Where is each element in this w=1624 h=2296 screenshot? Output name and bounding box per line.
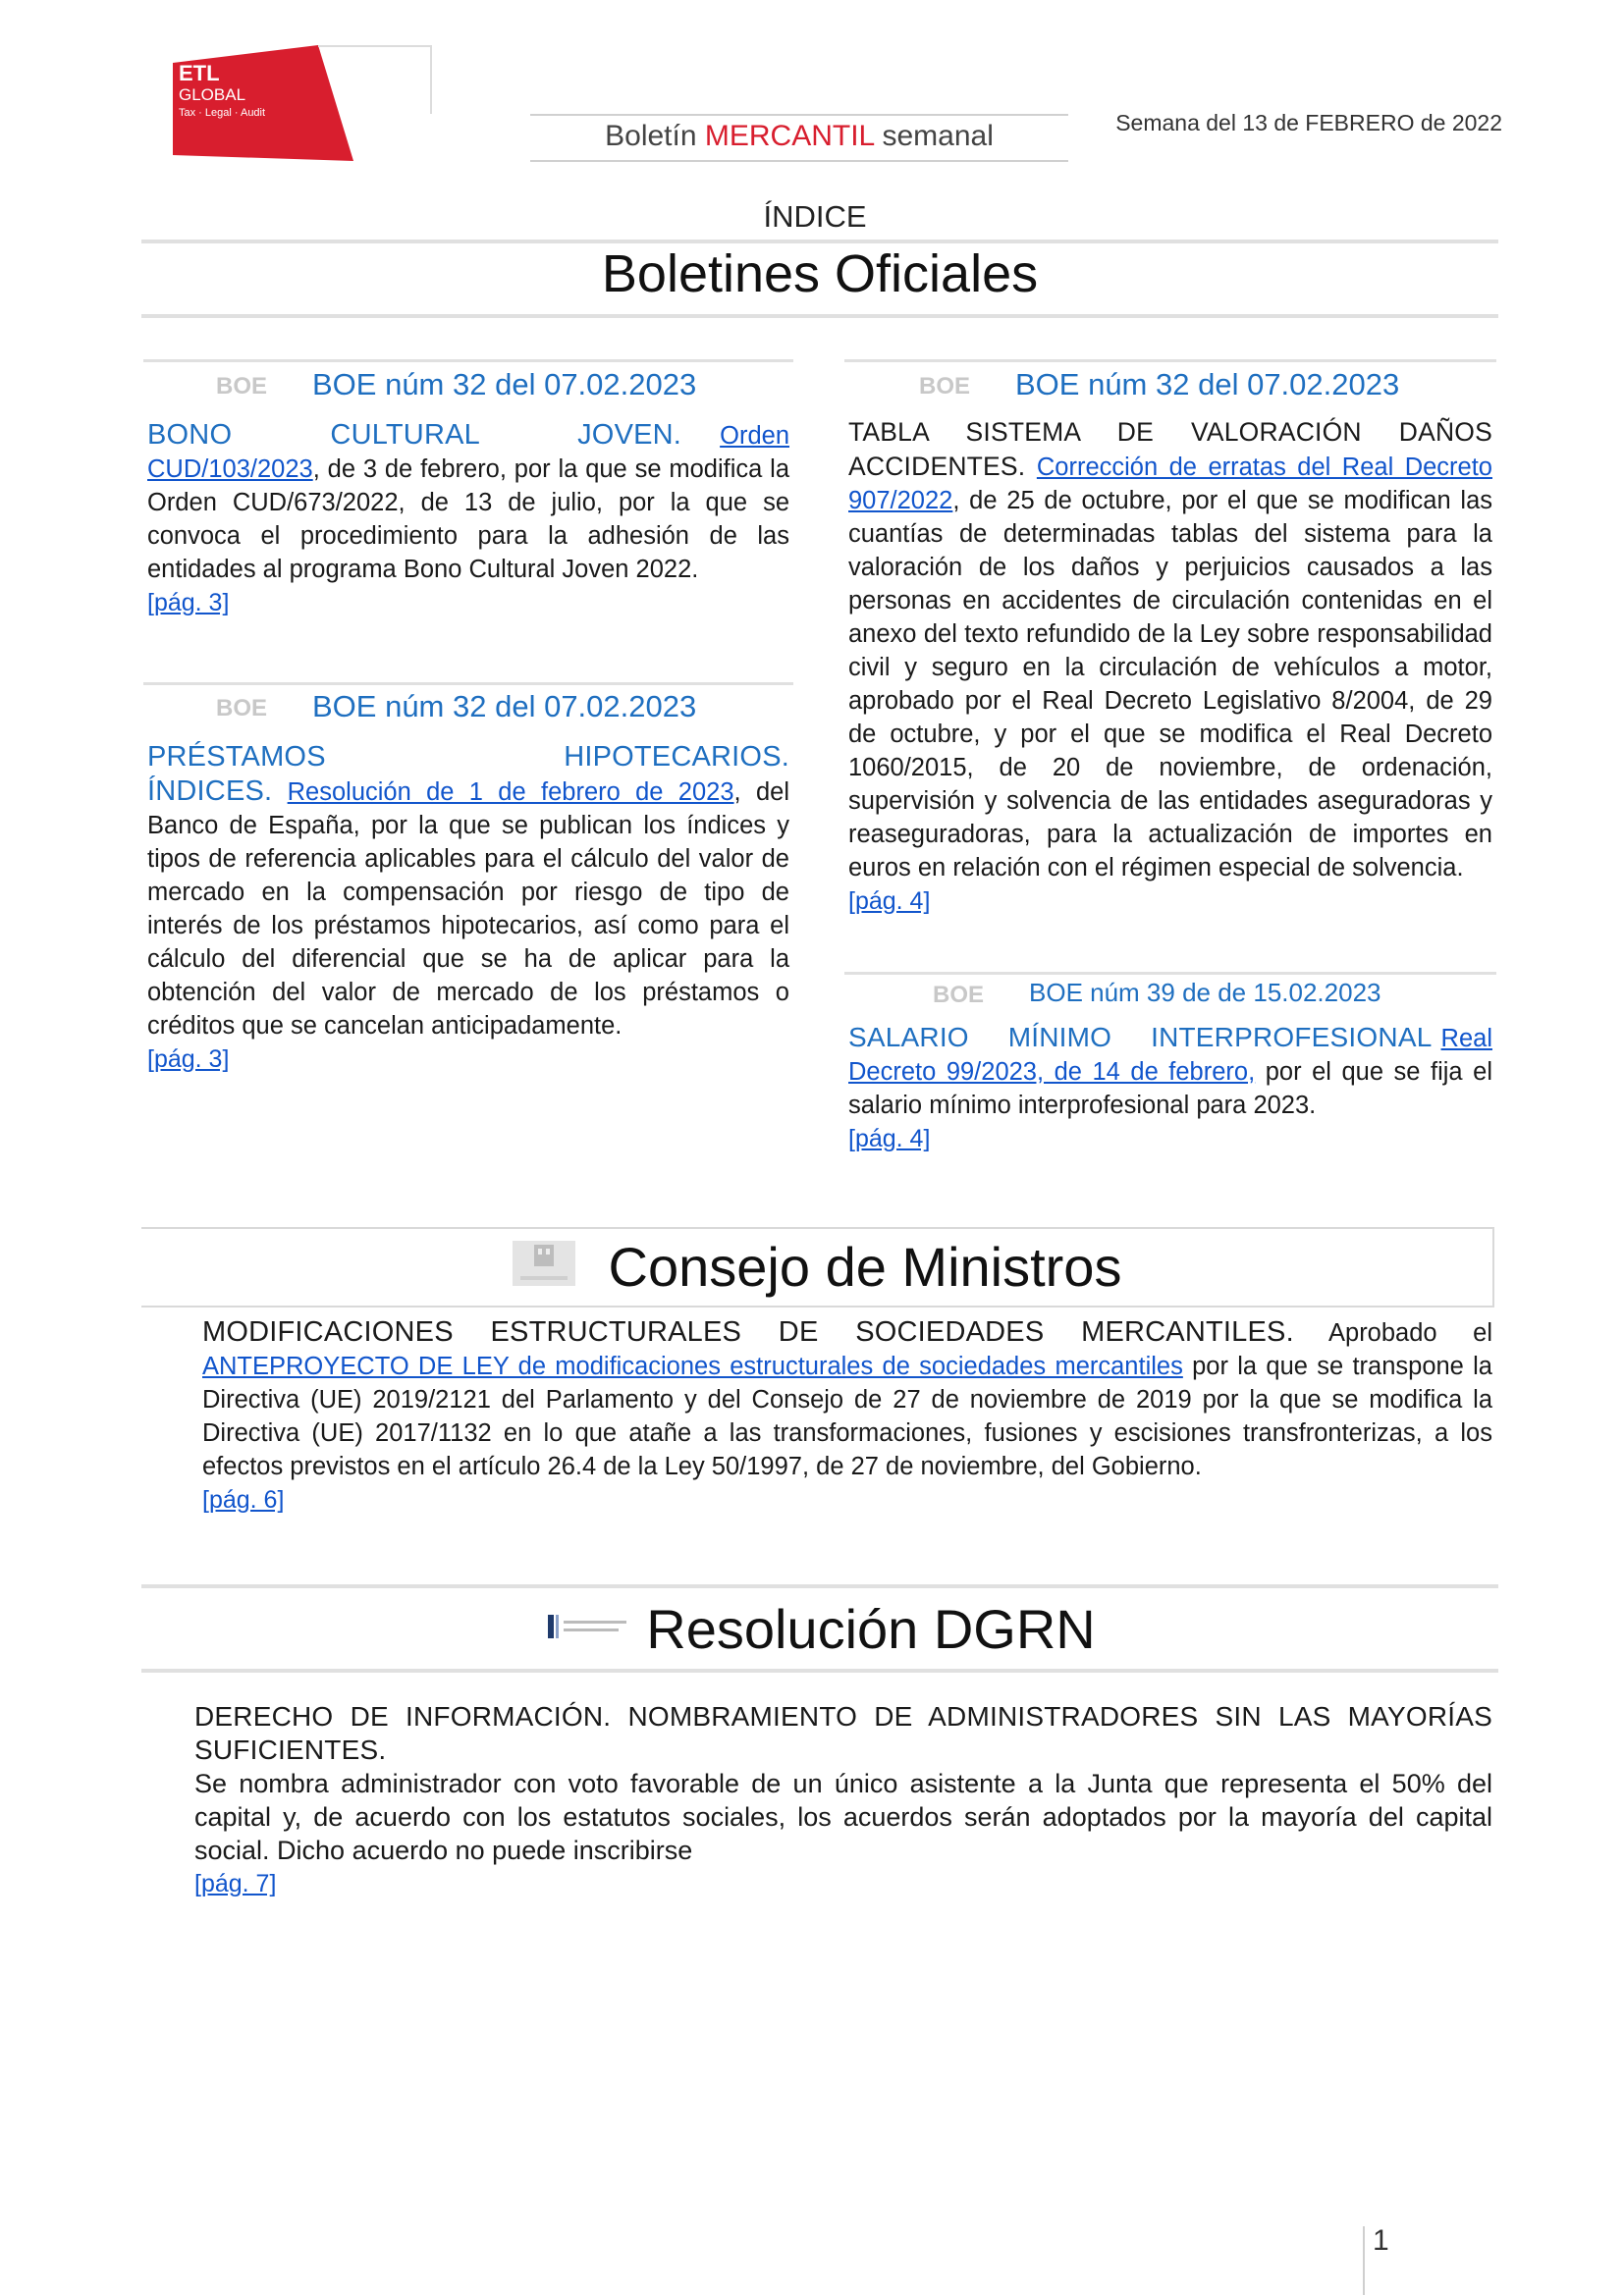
boe-logo-icon	[216, 373, 277, 397]
page-number-divider	[1363, 2226, 1365, 2295]
page-link[interactable]: [pág. 4]	[848, 1125, 931, 1152]
dgrn-rule-top	[141, 1584, 1498, 1588]
boe-header: BOE BOE núm 32 del 07.02.2023	[216, 689, 697, 723]
boe-logo-icon	[216, 695, 277, 719]
boletines-title: Boletines Oficiales	[601, 244, 1039, 303]
logo-graphic	[171, 45, 357, 161]
salario-minimo-link[interactable]: Real Decreto 99/2023, de 14 de febrero,	[848, 1025, 1492, 1086]
boe-header: BOE BOE núm 32 del 07.02.2023	[216, 367, 697, 401]
svg-text:BOE: BOE	[216, 373, 268, 397]
logo-line3: Tax · Legal · Audit	[179, 107, 266, 119]
consejo-title-row	[141, 1229, 1492, 1304]
dgrn-item	[194, 1700, 1492, 1900]
moncloa-icon	[513, 1235, 575, 1299]
logo-line1: ETL	[179, 61, 220, 85]
boe-header: BOE BOE núm 39 de de 15.02.2023	[933, 978, 1381, 1007]
dgrn-item-caps: DERECHO DE INFORMACIÓN. NOMBRAMIENTO DE ADMINISTRADORES SIN LAS MAYORÍAS SUFICIENTES.	[194, 1701, 1492, 1765]
dgrn-title: Resolución DGRN	[646, 1597, 1096, 1660]
logo-frame-top	[318, 45, 432, 47]
dgrn-item-text: Se nombra administrador con voto favorable de un único asistente a la Junta que representa el 50% del capital y, de acuerdo con los estatutos sociales, los acuerdos serán adoptados por la mayoría del capital social. Dicho acuerdo no puede inscribirse	[194, 1769, 1492, 1865]
notariado-icon	[544, 1597, 632, 1661]
header-rule-top	[530, 114, 1068, 116]
boe-rule	[143, 682, 793, 685]
prestamos-link[interactable]: Resolución de 1 de febrero de 2023	[287, 778, 734, 806]
boe-rule	[844, 972, 1496, 975]
header-rule-bottom	[530, 160, 1068, 162]
boe-item-bono-cultural: BONO CULTURAL JOVEN. Orden CUD/103/2023, de 3 de febrero, por la que se modifica la Orden CUD/673/2022, de 13 de julio, por la que se convoca el procedimiento para la adhesión de las entidades al programa Bono Cultural Joven 2022. [pág. 3]	[147, 418, 789, 619]
boe-item-salario-minimo: SALARIO MÍNIMO INTERPROFESIONAL Real Decreto 99/2023, de 14 de febrero, por el que se fija el salario mínimo interprofesional para 2023. [pág. 4]	[848, 1021, 1492, 1155]
etl-global-logo	[171, 45, 357, 161]
logo-line2: GLOBAL	[179, 85, 246, 104]
dgrn-rule-bottom	[141, 1669, 1498, 1673]
bulletin-title-highlight: MERCANTIL	[704, 120, 875, 152]
anteproyecto-link[interactable]: ANTEPROYECTO DE LEY de modificaciones estructurales de sociedades mercantiles	[202, 1353, 1183, 1380]
boe-logo-icon	[919, 373, 980, 397]
bono-cultural-link[interactable]: Orden CUD/103/2023	[147, 422, 789, 483]
consejo-title: Consejo de Ministros	[608, 1235, 1122, 1298]
logo-frame-right	[430, 45, 432, 114]
index-heading: ÍNDICE	[763, 199, 867, 234]
svg-text:BOE: BOE	[933, 981, 985, 1005]
page-link[interactable]: [pág. 3]	[147, 589, 230, 616]
svg-text:BOE: BOE	[216, 695, 268, 719]
page-link[interactable]: [pág. 6]	[202, 1486, 285, 1514]
week-label: Semana del 13 de FEBRERO de 2022	[1115, 110, 1502, 135]
page-number: 1	[1373, 2224, 1389, 2257]
tabla-valoracion-link[interactable]: Corrección de erratas del Real Decreto 907/2022	[848, 454, 1492, 514]
page-link[interactable]: [pág. 7]	[194, 1870, 277, 1897]
dgrn-title-row	[141, 1590, 1498, 1667]
bulletin-title: Boletín MERCANTIL semanal	[605, 120, 994, 152]
consejo-item: MODIFICACIONES ESTRUCTURALES DE SOCIEDADES MERCANTILES. Aprobado el ANTEPROYECTO DE LEY de modificaciones estructurales de sociedades mercantiles por la que se transpone la Directiva (UE) 2019/2121 del Parlamento y del Consejo de 27 de noviembre de 2019 por la que se modifica la Directiva (UE) 2017/1132 en lo que atañe a las transformaciones, fusiones y escisiones transfronterizas, a los efectos previstos en el artículo 26.4 de la Ley 50/1997, de 27 de noviembre, del Gobierno. [pág. 6]	[202, 1315, 1492, 1517]
boe-rule	[143, 359, 793, 362]
boe-item-prestamos: PRÉSTAMOS HIPOTECARIOS. ÍNDICES. Resolución de 1 de febrero de 2023, del Banco de España, por la que se publican los índices y tipos de referencia aplicables para el cálculo del valor de mercado en la compensación por riesgo de tipo de interés de los préstamos hipotecarios, así como para el cálculo del diferencial que se ha de aplicar para la obtención del valor de mercado de los préstamos o créditos que se cancelan anticipadamente. [pág. 3]	[147, 740, 789, 1076]
page-link[interactable]: [pág. 4]	[848, 887, 931, 915]
index-rule-bottom	[141, 314, 1498, 318]
boe-header: BOE BOE núm 32 del 07.02.2023	[919, 367, 1400, 401]
page-link[interactable]: [pág. 3]	[147, 1045, 230, 1073]
boe-logo-icon	[933, 982, 994, 1005]
boe-rule	[844, 359, 1496, 362]
svg-text:BOE: BOE	[919, 373, 971, 397]
boe-item-tabla-valoracion: TABLA SISTEMA DE VALORACIÓN DAÑOS ACCIDENTES. Corrección de erratas del Real Decreto 907/2022, de 25 de octubre, por el que se modifican las cuantías de determinadas tablas del sistema para la valoración de los daños y perjuicios causados a las personas en accidentes de circulación contenidas en el anexo del texto refundido de la Ley sobre responsabilidad civil y seguro en la circulación de vehículos a motor, aprobado por el Real Decreto Legislativo 8/2004, de 29 de octubre, y por el que se modifica el Real Decreto 1060/2015, de 20 de noviembre, de ordenación, supervisión y solvencia de las entidades aseguradoras y reaseguradoras, para la actualización de importes en euros en relación con el régimen especial de solvencia. [pág. 4]	[848, 415, 1492, 918]
